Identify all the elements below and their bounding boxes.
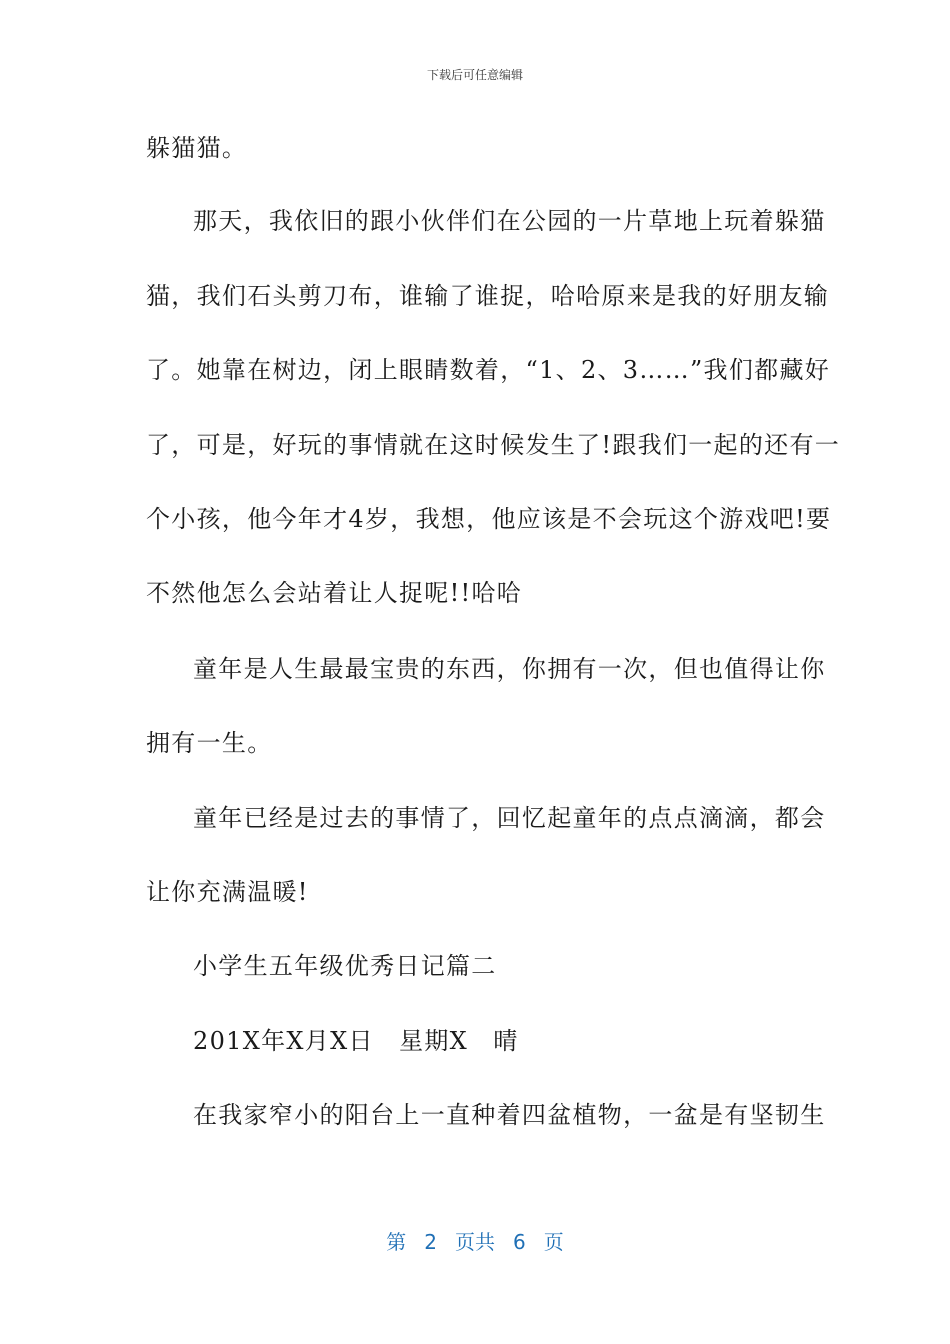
- footer-prefix: 第: [386, 1230, 407, 1254]
- text-line: 了，可是，好玩的事情就在这时候发生了!跟我们一起的还有一: [146, 431, 841, 459]
- text-line: 童年已经是过去的事情了，回忆起童年的点点滴滴，都会: [193, 804, 826, 832]
- text-line: 让你充满温暖!: [146, 878, 309, 906]
- text-line: 了。她靠在树边，闭上眼睛数着，“1、2、3……”我们都藏好: [146, 356, 831, 384]
- footer-suffix: 页: [543, 1230, 564, 1254]
- text-line: 那天，我依旧的跟小伙伴们在公园的一片草地上玩着躲猫: [193, 207, 826, 235]
- section-heading: 小学生五年级优秀日记篇二: [193, 952, 497, 980]
- text-line: 在我家窄小的阳台上一直种着四盆植物，一盆是有坚韧生: [193, 1101, 826, 1129]
- current-page-number: 2: [424, 1230, 437, 1254]
- text-line: 个小孩，他今年才4岁，我想，他应该是不会玩这个游戏吧!要: [146, 505, 832, 533]
- footer-middle: 页共: [455, 1230, 495, 1254]
- text-line: 不然他怎么会站着让人捉呢!!哈哈: [146, 579, 523, 607]
- text-line: 拥有一生。: [146, 729, 273, 757]
- diary-date-line: 201X年X月X日 星期X 晴: [193, 1027, 519, 1055]
- total-page-number: 6: [513, 1230, 526, 1254]
- text-line: 躲猫猫。: [146, 134, 248, 162]
- page-header: 下载后可任意编辑: [426, 68, 523, 82]
- text-line: 猫，我们石头剪刀布，谁输了谁捉，哈哈原来是我的好朋友输: [146, 282, 830, 310]
- page-footer: [0, 1226, 950, 1255]
- text-line: 童年是人生最最宝贵的东西，你拥有一次，但也值得让你: [193, 655, 826, 683]
